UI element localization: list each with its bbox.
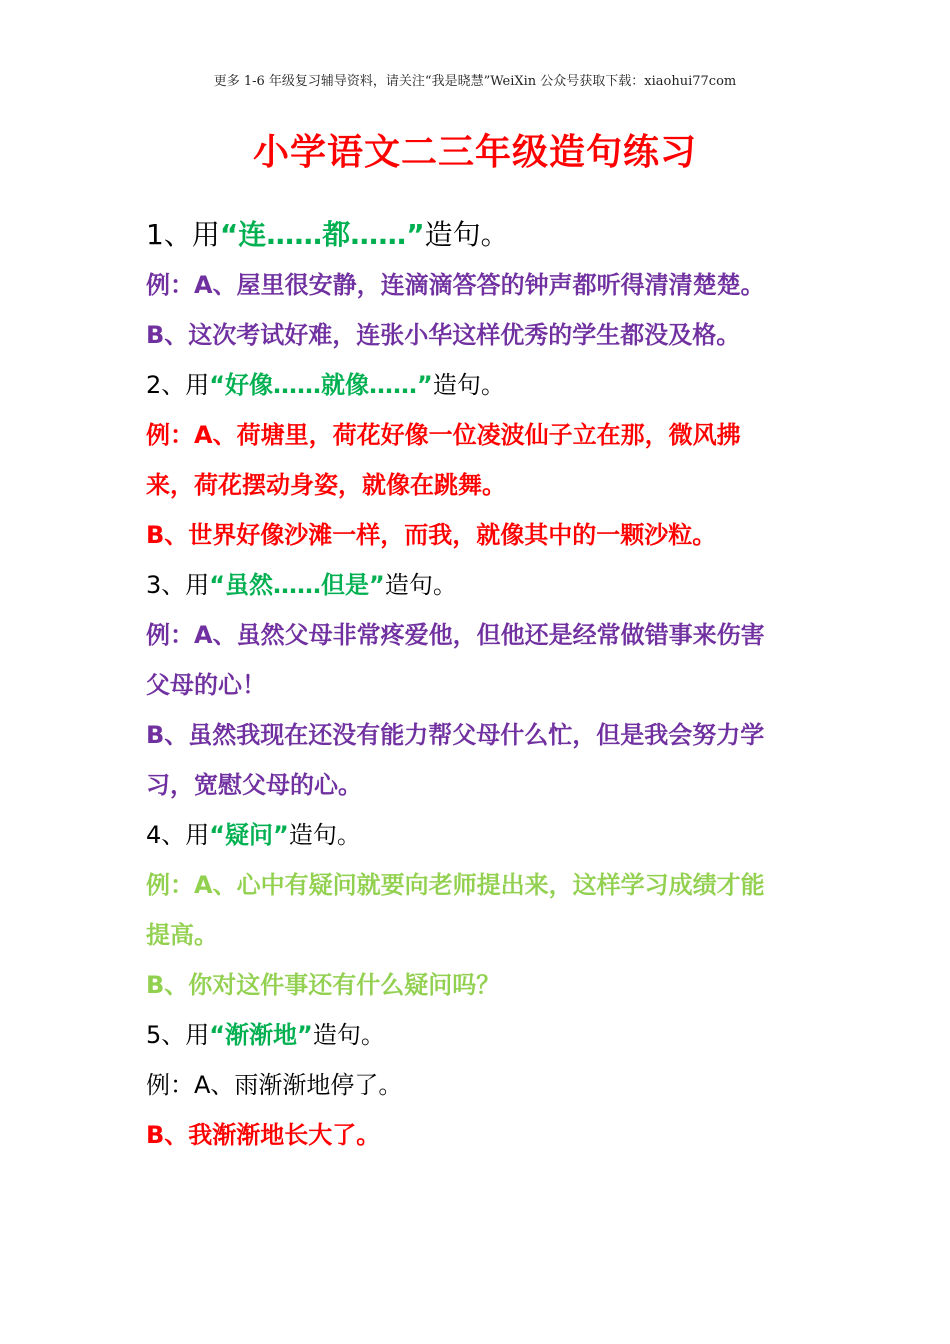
- question-2-keyword: “好像……就像……”: [209, 371, 433, 399]
- question-2: [146, 360, 826, 410]
- question-3: [146, 560, 826, 610]
- question-4: [146, 810, 826, 860]
- example-line: 提高。: [146, 921, 218, 949]
- example-line: 例：A、心中有疑问就要向老师提出来，这样学习成绩才能: [146, 871, 765, 899]
- question-2-prefix: 2、用: [146, 371, 210, 399]
- question-3-keyword: “虽然……但是”: [209, 571, 385, 599]
- example-line: B、虽然我现在还没有能力帮父母什么忙，但是我会努力学: [146, 721, 765, 749]
- example-line: B、这次考试好难，连张小华这样优秀的学生都没及格。: [146, 321, 741, 349]
- question-1-suffix: 造句。: [424, 218, 509, 251]
- example-line: 例：A、虽然父母非常疼爱他，但他还是经常做错事来伤害: [146, 621, 765, 649]
- example-line: B、你对这件事还有什么疑问吗？: [146, 971, 501, 999]
- example-line: B、我渐渐地长大了。: [146, 1121, 381, 1149]
- question-5-suffix: 造句。: [312, 1021, 385, 1049]
- question-4-keyword: “疑问”: [209, 821, 289, 849]
- example-line: 父母的心！: [146, 671, 266, 699]
- question-3-prefix: 3、用: [146, 571, 210, 599]
- question-5-prefix: 5、用: [146, 1021, 210, 1049]
- question-4-suffix: 造句。: [288, 821, 361, 849]
- example-line: 来，荷花摆动身姿，就像在跳舞。: [146, 471, 506, 499]
- question-5-keyword: “渐渐地”: [209, 1021, 313, 1049]
- exercise-content: [146, 210, 826, 1160]
- header-note: 更多 1-6 年级复习辅导资料，请关注“我是晓慧”WeiXin 公众号获取下载：xiaohui77com: [213, 74, 737, 89]
- example-line: 例：A、雨渐渐地停了。: [146, 1071, 403, 1099]
- question-1-keyword: “连……都……”: [219, 218, 425, 251]
- question-1-prefix: 1、用: [146, 218, 220, 251]
- example-line: 例：A、荷塘里，荷花好像一位凌波仙子立在那，微风拂: [146, 421, 741, 449]
- question-2-suffix: 造句。: [432, 371, 505, 399]
- question-3-suffix: 造句。: [384, 571, 457, 599]
- example-line: 习，宽慰父母的心。: [146, 771, 362, 799]
- example-line: B、世界好像沙滩一样，而我，就像其中的一颗沙粒。: [146, 521, 717, 549]
- page-title: 小学语文二三年级造句练习: [252, 132, 697, 173]
- question-5: [146, 1010, 826, 1060]
- question-1: [146, 210, 826, 260]
- example-line: 例：A、屋里很安静，连滴滴答答的钟声都听得清清楚楚。: [146, 271, 765, 299]
- question-4-prefix: 4、用: [146, 821, 210, 849]
